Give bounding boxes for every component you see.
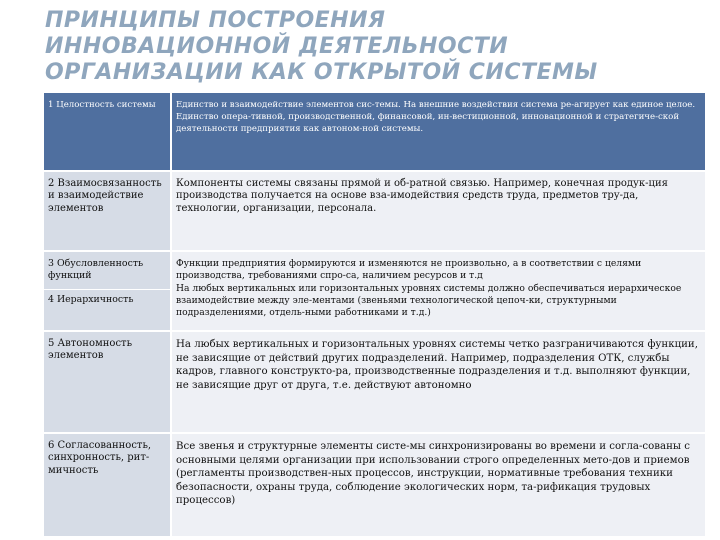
principle-description: На любых вертикальных и горизонтальных уровнях системы четко разграничиваются функции, не зависящие от действий других подразделений. Например, подразделения ОТК, службы кадров, главного конструкто-ра, производственные подразделения и т.д. выполняют функции, не зависящие друг от друга, т.е. действуют автономно [171, 331, 705, 433]
principle-name: 2 Взаимосвязанность и взаимодействие элементов [44, 171, 171, 251]
table-row [44, 93, 705, 171]
table-row [44, 331, 705, 433]
page-title [45, 8, 705, 86]
title-line-1: ПРИНЦИПЫ ПОСТРОЕНИЯ [45, 8, 386, 33]
principle-name: 4 Иерархичность [48, 293, 134, 305]
principle-description: Компоненты системы связаны прямой и об-ратной связью. Например, конечная продук-ция производства получается на основе вза-имодействия средств труда, предметов тру-да, технологии, организации, персонала. [171, 171, 705, 251]
table-row [44, 433, 705, 537]
table-row [44, 171, 705, 251]
table-row [44, 251, 705, 331]
divider [44, 289, 170, 290]
title-line-3: ОРГАНИЗАЦИИ КАК ОТКРЫТОЙ СИСТЕМЫ [45, 60, 598, 85]
title-line-2: ИННОВАЦИОННОЙ ДЕЯТЕЛЬНОСТИ [45, 34, 509, 59]
principle-description: На любых вертикальных или горизонтальных уровнях системы должно обеспечиваться иерархическое взаимодействие между эле-ментами (звеньями технологической цепоч-ки, структурными подразделениями, отдель-ными работниками и т.д.) [176, 282, 682, 319]
principle-name: 6 Согласованность, синхронность, рит-мичность [44, 433, 171, 537]
principles-table [44, 93, 705, 538]
principle-name: 1 Целостность системы [44, 93, 171, 171]
principle-description: Единство и взаимодействие элементов сис-темы. На внешние воздействия система ре-агирует как единое целое. Единство опера-тивной, производственной, финансовой, ин-вестиционной, инновационной и стратегиче-ской деятельности предприятия как автоном-ной системы. [171, 93, 705, 171]
principle-name: 5 Автономность элементов [44, 331, 171, 433]
principle-description: Функции предприятия формируются и изменяются не произвольно, а в соответствии с целями производства, требованиями спро-са, наличием ресурсов и т.д [176, 258, 642, 282]
principle-description: Все звенья и структурные элементы систе-мы синхронизированы во времени и согла-сованы с основными целями организации при использовании строго определенных мето-дов и приемов (регламенты производствен-ных процессов, инструкции, нормативные требования техники безопасности, охраны труда, соблюдение экологических норм, та-рификация трудовых процессов) [171, 433, 705, 537]
principle-name: 3 Обусловленность функций [48, 258, 144, 282]
